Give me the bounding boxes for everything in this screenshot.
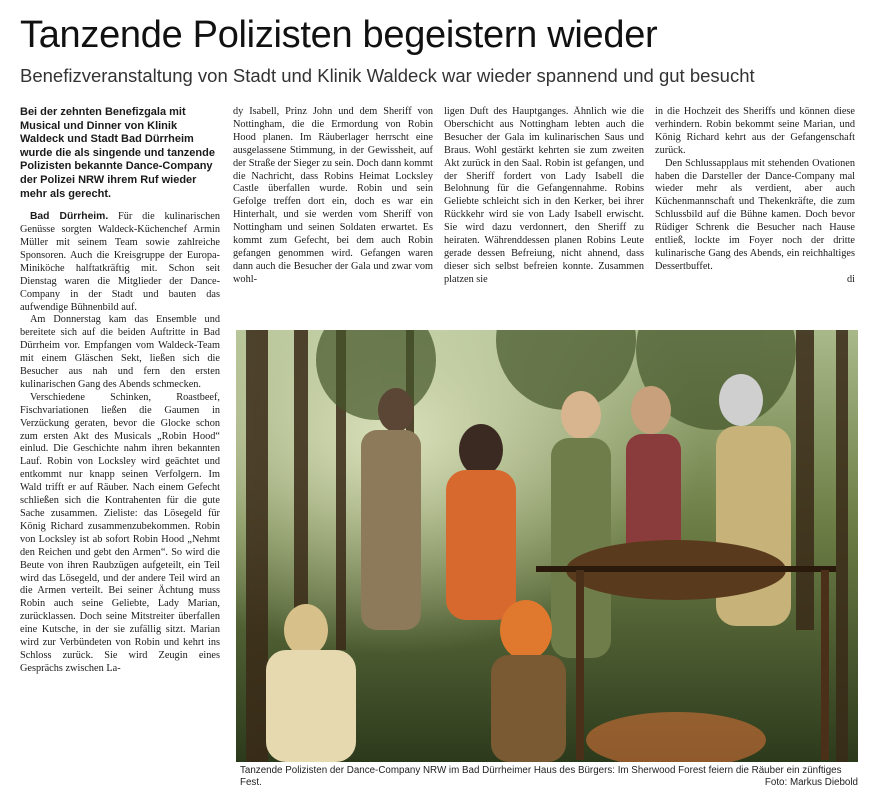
body-text: Für die kulinarischen Genüsse sorgten Waldeck-Küchenchef Armin Müller mit seinem Team sowie zahlreiche Sponsoren. Auch die Kreisgruppe der Europa-Miniköche halftatkräftig mit. Schon seit Dienstag waren die Mitglieder der Dance-Company in der Stadt und bauten das aufwendige Bühnenbild auf. <box>20 211 220 313</box>
article-column-2 <box>233 106 433 328</box>
photo-caption: Tanzende Polizisten der Dance-Company NRW im Bad Dürrheimer Haus des Bürgers: Im Sherwood Forest feiern die Räuber ein zünftiges Fest. <box>240 765 842 788</box>
subheadline: Benefizveranstaltung von Stadt und Klinik Waldeck war wieder spannend und gut besucht <box>20 65 755 86</box>
body-paragraph: in die Hochzeit des Sheriffs und können diese verhindern. Robin bekommt seine Marian, und König Richard kehrt aus der Gefangenschaft zurück. <box>655 106 855 156</box>
article-column-4 <box>655 106 855 328</box>
article-photo <box>236 330 858 762</box>
body-paragraph: Am Donnerstag kam das Ensemble und bereitete sich auf die beiden Auftritte in Bad Dürrheim vor. Empfangen vom Waldeck-Team mit einem Gläschen Sekt, ließen sich die Besucher aus nah und fern den ersten kulinarischen Gang des Abends schmecken. <box>20 314 220 390</box>
dateline: Bad Dürrheim. <box>30 211 109 223</box>
lead-paragraph: Bei der zehnten Benefizgala mit Musical und Dinner von Klinik Waldeck und Stadt Bad Dürrheim wurde die als singende und tanzende Polizisten bekannte Dance-Company der Polizei NRW ihrem Ruf wieder mehr als gerecht. <box>20 106 215 200</box>
headline: Tanzende Polizisten begeistern wieder <box>20 14 658 56</box>
article-column-1 <box>20 106 220 796</box>
body-paragraph: dy Isabell, Prinz John und dem Sheriff von Nottingham, die die Ermordung von Robin Hood planen. Im Räuberlager herrscht eine ausgelassene Stimmung, in der Gewissheit, auf der Straße der Sieger zu sein. Doch dann kommt die Nachricht, dass Robins Heimat Locksley Castle überfallen wurde. Robin und sein Gefolge treffen dort ein, doch es war ein Hinterhalt, und sie werden vom Sheriff von Nottingham und seinen Soldaten erwartet. Es kommt zum Gefecht, bei dem auch Robin gefangen genommen wird. Gefangen waren dann auch die Besucher der Gala und zwar vom wohl- <box>233 106 433 285</box>
body-paragraph <box>20 211 220 314</box>
stage-scene-illustration <box>236 330 858 762</box>
body-paragraph: Verschiedene Schinken, Roastbeef, Fischvariationen ließen die Gaumen in Verzückung geraten, bevor die Glocke schon zum ersten Akt des Musicals „Robin Hood“ einlud. Die Geschichte nahm ihren bekannten Lauf. Robin von Locksley wird geächtet und entkommt nur knapp seinen Verfolgern. Im Wald trifft er auf Räuber. Nach einem Gefecht schließen sich die Kontrahenten für die gute Sache zusammen. Zieliste: das Lösegeld für König Richard zusammenzubekommen. Robin von Locksley ist ab sofort Robin Hood „Nehmt den Reichen und gebt den Armen“. So wird die Beute von ihren Raubzügen aufgeteilt, ein Teil wird das Lösegeld, und der andere Teil wird an die Armen verteilt. Bei seiner Ächtung muss Robin auch seine Geliebte, Lady Marian, zurücklassen. Doch seine Mitstreiter überfallen eine Kutsche, in der sie zufällig sitzt. Marian wird zur Verbündeten von Robin und kehrt ins Schloss zurück. Sie wird Zeugin eines Gesprächs zwischen La- <box>20 391 220 674</box>
article-column-3 <box>444 106 644 328</box>
body-paragraph: Den Schlussapplaus mit stehenden Ovationen haben die Darsteller der Dance-Company mal wieder mehr als verdient, aber auch Küchenmannschaft und Thekenkräfte, die zum Schlussbild auf die Bühne kamen. Doch bevor Rüdiger Schrenk die Besucher nach Hause entließ, lockte im Foyer noch der dritte kulinarische Gang des Abends, ein reichhaltiges Dessertbuffet. <box>655 157 855 272</box>
body-paragraph: ligen Duft des Hauptganges. Ähnlich wie die Oberschicht aus Nottingham lebten auch die Besucher der Gala im kulinarischen Saus und Braus. Wohl gestärkt kehrten sie zum zweiten Akt zurück in den Saal. Robin ist gefangen, und der Sheriff fordert von Lady Isabell die Belohnung für die Gefangennahme. Robins Geliebte schleicht sich in den Kerker, bei ihrer Rückkehr wird sie von Lady Isabell erwischt. Sie wird dazu verdonnert, den Sheriff zu heiraten. Währenddessen planen Robins Leute gerade dessen Befreiung, nicht ahnend, dass dieser sich selbst befreien konnte. Zusammen platzen sie <box>444 106 644 285</box>
author-initials: di <box>846 273 855 285</box>
photo-credit: Foto: Markus Diebold <box>764 777 858 788</box>
